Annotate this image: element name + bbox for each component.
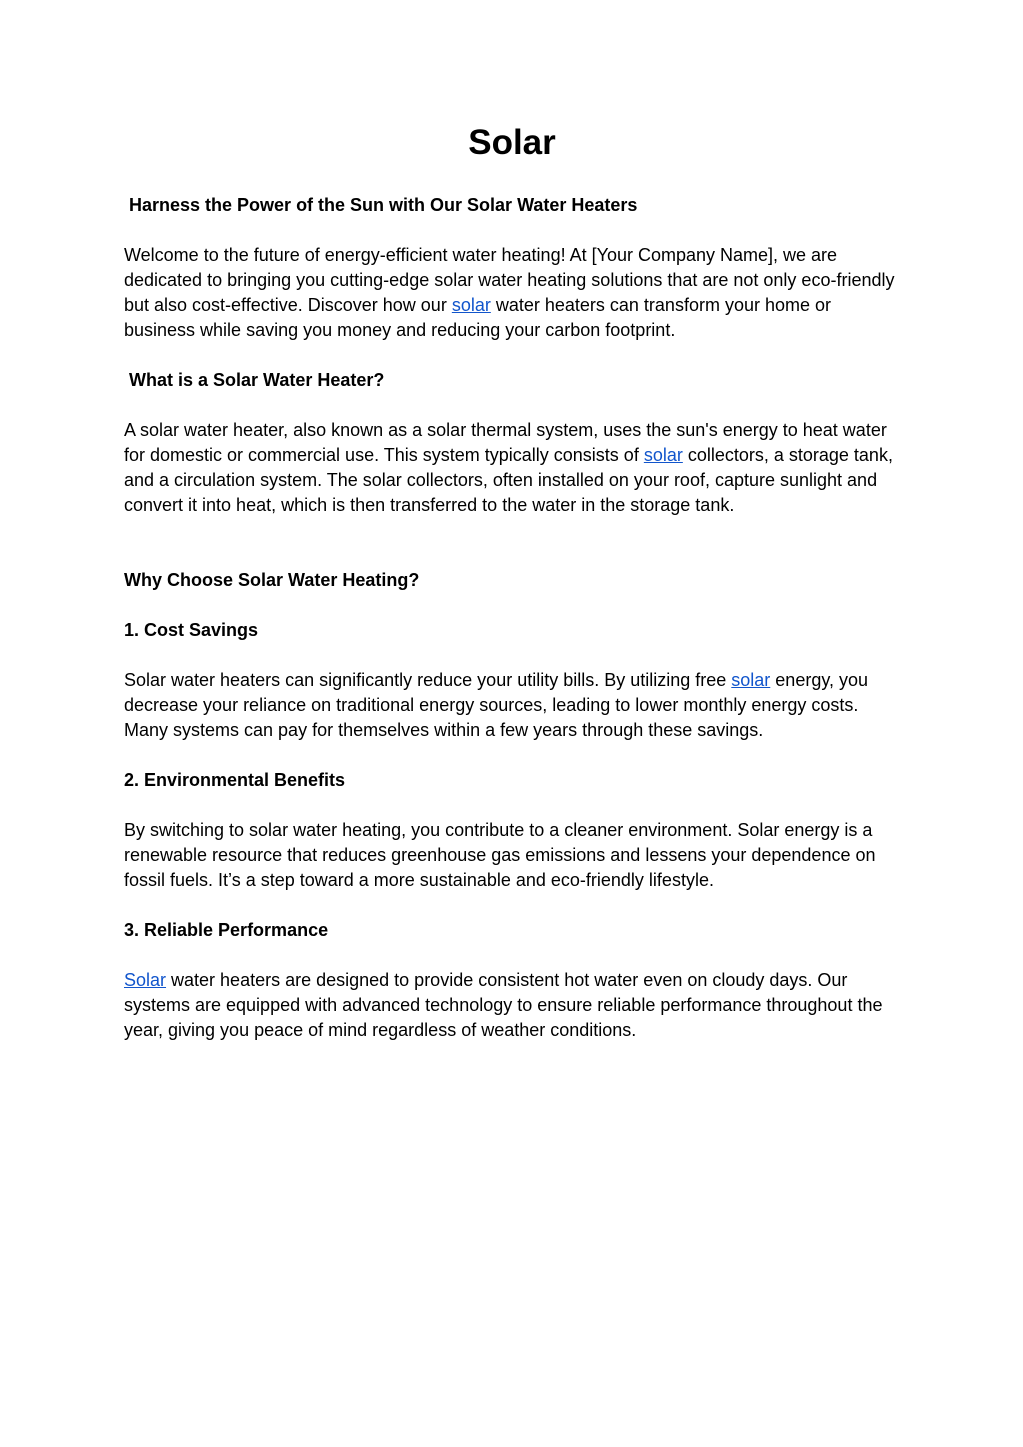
what-text-2: collectors, a storage tank, and a circulation system. The solar collectors, often installed on your roof, capture sunlight and convert it into heat, which is then transferred to the water in the storage tank.	[124, 445, 893, 515]
cost-paragraph	[124, 668, 900, 743]
solar-link-4[interactable]: Solar	[124, 970, 167, 990]
welcome-paragraph	[124, 243, 900, 343]
why-heading: Why Choose Solar Water Heating?	[124, 570, 420, 590]
cost-text-1: Solar water heaters can significantly reduce your utility bills. By utilizing free	[124, 670, 732, 690]
solar-link-3[interactable]: solar	[731, 670, 771, 690]
solar-link-1[interactable]: solar	[451, 295, 491, 315]
welcome-text-1: Welcome to the future of energy-efficient water heating! At [Your Company Name], we are dedicated to bringing you cutting-edge solar water heating solutions that are not only eco-friendly but also cost-effective. Discover how our	[124, 245, 895, 315]
what-paragraph	[124, 418, 900, 518]
reliable-paragraph	[124, 968, 900, 1043]
reliable-heading: 3. Reliable Performance	[124, 920, 329, 940]
what-text-1: A solar water heater, also known as a solar thermal system, uses the sun's energy to heat water for domestic or commercial use. This system typically consists of	[124, 420, 887, 465]
environmental-heading: 2. Environmental Benefits	[124, 770, 346, 790]
environmental-paragraph: By switching to solar water heating, you contribute to a cleaner environment. Solar energy is a renewable resource that reduces greenhouse gas emissions and lessens your dependence on fossil fuels. It’s a step toward a more sustainable and eco-friendly lifestyle.	[124, 820, 876, 890]
cost-heading: 1. Cost Savings	[124, 620, 259, 640]
welcome-text-2: water heaters can transform your home or business while saving you money and reducing your carbon footprint.	[124, 295, 831, 340]
page-title: Solar	[468, 123, 556, 162]
reliable-text-2: water heaters are designed to provide consistent hot water even on cloudy days. Our systems are equipped with advanced technology to ensure reliable performance throughout the year, giving you peace of mind regardless of weather conditions.	[124, 970, 883, 1040]
cost-text-2: energy, you decrease your reliance on traditional energy sources, leading to lower monthly energy costs. Many systems can pay for themselves within a few years through these savings.	[124, 670, 869, 740]
harness-heading: Harness the Power of the Sun with Our Solar Water Heaters	[129, 195, 638, 215]
solar-link-2[interactable]: solar	[643, 445, 683, 465]
what-heading: What is a Solar Water Heater?	[129, 370, 385, 390]
